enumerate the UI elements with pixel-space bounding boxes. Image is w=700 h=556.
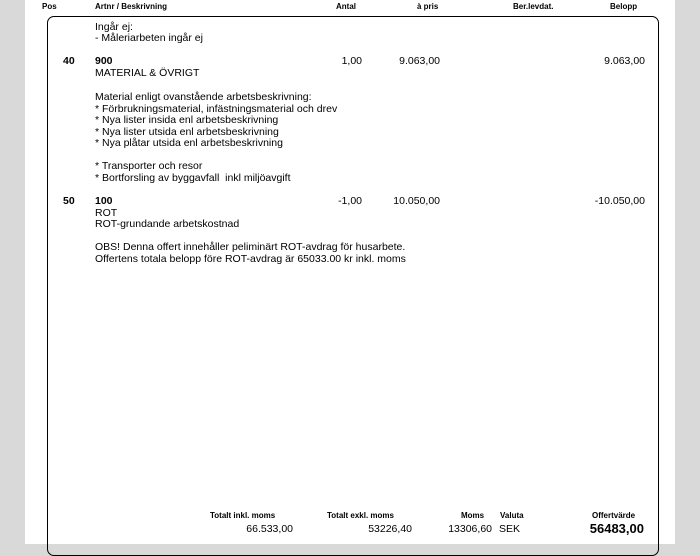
row-antal: 1,00 (341, 55, 362, 67)
row-apris: 9.063,00 (399, 55, 440, 67)
col-header-apris: à pris (417, 2, 439, 11)
row-name: ROT (95, 207, 118, 219)
row-apris: 10.050,00 (393, 195, 440, 207)
col-header-pos: Pos (42, 2, 57, 11)
row-description: OBS! Denna offert innehåller peliminärt ROT-avdrag för husarbete. Offertens totala belopp före ROT-avdrag är 65033.00 kr inkl. moms (95, 241, 406, 265)
row-subname: ROT-grundande arbetskostnad (95, 218, 240, 230)
row-antal: -1,00 (338, 195, 362, 207)
total-inkl-label: Totalt inkl. moms (210, 511, 276, 520)
col-header-antal: Antal (336, 2, 356, 11)
valuta-value: SEK (499, 523, 521, 535)
intro-line-1: Ingår ej: (95, 21, 133, 33)
row-pos: 40 (63, 55, 75, 67)
col-header-artnr: Artnr / Beskrivning (95, 2, 168, 11)
document-page (25, 0, 675, 544)
total-exkl-value: 53226,40 (368, 523, 412, 535)
valuta-label: Valuta (500, 511, 524, 520)
row-artnr: 100 (95, 195, 113, 207)
row-name: MATERIAL & ÖVRIGT (95, 67, 200, 79)
total-inkl-value: 66.533,00 (246, 523, 293, 535)
row-belopp: 9.063,00 (604, 55, 645, 67)
offertvarde-label: Offertvärde (592, 511, 636, 520)
moms-value: 13306,60 (448, 523, 492, 535)
row-description: Material enligt ovanstående arbetsbeskrivning: * Förbrukningsmaterial, infästningsmaterial och drev * Nya lister insida enl arbetsbeskrivning * Nya lister utsida enl arbetsbeskrivning * Nya plåtar utsida enl arbetsbeskrivning * Transporter och resor * Bortforsling av byggavfall inkl miljöavgift (95, 91, 338, 184)
row-belopp: -10.050,00 (594, 195, 645, 207)
total-exkl-label: Totalt exkl. moms (327, 511, 394, 520)
col-header-berlevdat: Ber.levdat. (513, 2, 554, 11)
intro-line-2: - Måleriarbeten ingår ej (95, 32, 203, 44)
offertvarde-value: 56483,00 (589, 521, 644, 536)
row-artnr: 900 (95, 55, 113, 67)
row-pos: 50 (63, 195, 75, 207)
col-header-belopp: Belopp (610, 2, 638, 11)
moms-label: Moms (461, 511, 485, 520)
